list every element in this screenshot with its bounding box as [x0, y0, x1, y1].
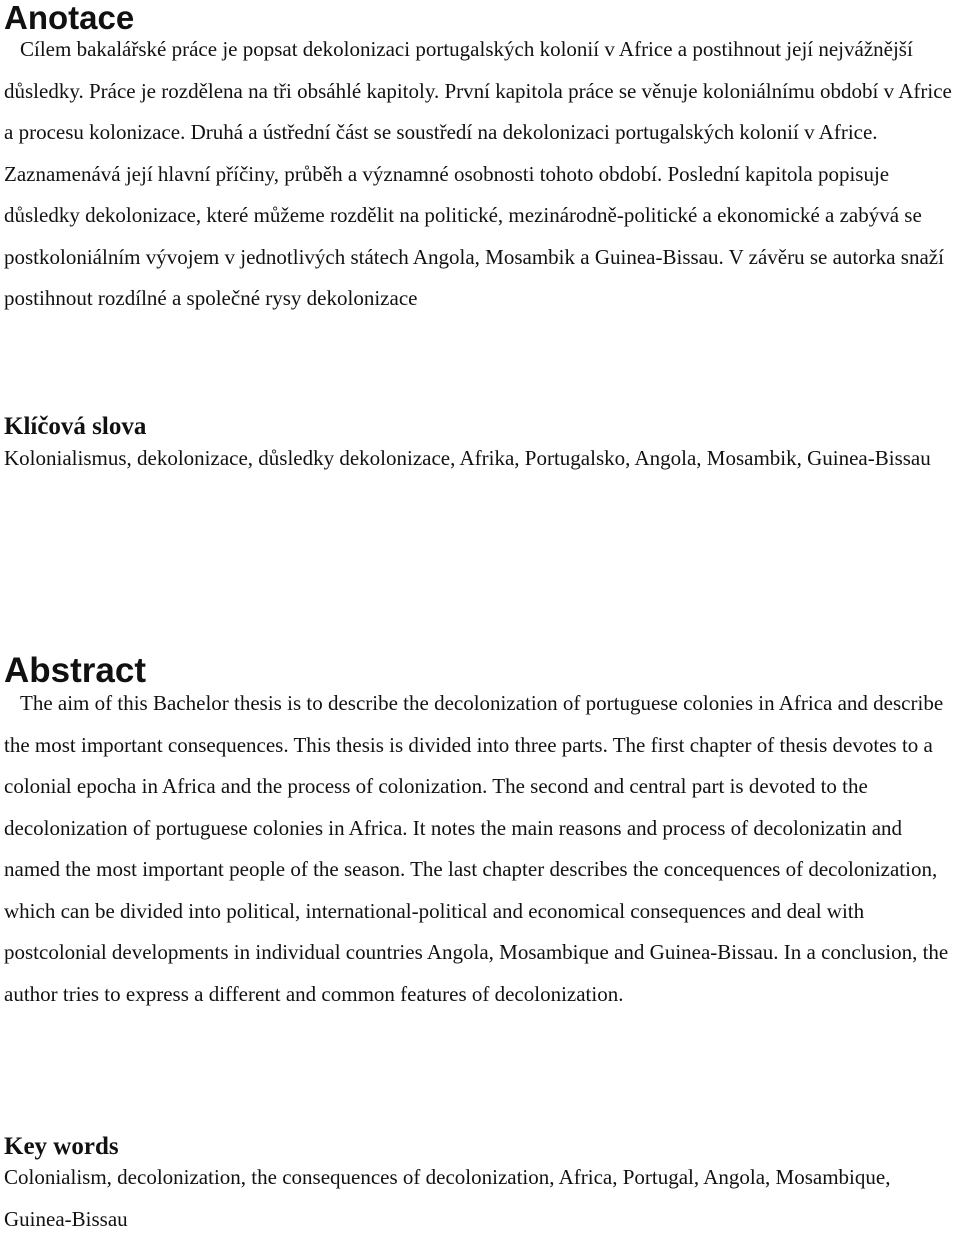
key-words-heading: Key words	[4, 1133, 119, 1160]
abstract-paragraph: The aim of this Bachelor thesis is to describe the decolonization of portuguese colonies in Africa and describe the most important consequences. This thesis is divided into three parts. The first chapter of thesis devotes to a colonial epocha in Africa and the process of colonization. The second and central part is devoted to the decolonization of portuguese colonies in Africa. It notes the main reasons and process of decolonizatin and named the most important people of the season. The last chapter describes the concequences of decolonization, which can be divided into political, international-political and economical consequences and deal with postcolonial developments in individual countries Angola, Mosambique and Guinea-Bissau. In a conclusion, the author tries to express a different and common features of decolonization.	[4, 691, 949, 1006]
anotace-paragraph: Cílem bakalářské práce je popsat dekolonizaci portugalských kolonií v Africe a postihnout její nejvážnější důsledky. Práce je rozdělena na tři obsáhlé kapitoly. První kapitola práce se věnuje koloniálnímu období v Africe a procesu kolonizace. Druhá a ústřední část se soustředí na dekolonizaci portugalských kolonií v Africe. Zaznamenává její hlavní příčiny, průběh a významné osobnosti tohoto období. Poslední kapitola popisuje důsledky dekolonizace, které můžeme rozdělit na politické, mezinárodně-politické a ekonomické a zabývá se postkoloniálním vývojem v jednotlivých státech Angola, Mosambik a Guinea-Bissau. V závěru se autorka snaží postihnout rozdílné a společné rysy dekolonizace	[4, 37, 952, 310]
anotace-heading: Anotace	[4, 0, 135, 36]
klicova-slova-text: Kolonialismus, dekolonizace, důsledky dekolonizace, Afrika, Portugalsko, Angola, Mosambik, Guinea-Bissau	[4, 446, 931, 470]
klicova-slova-heading: Klíčová slova	[4, 413, 147, 440]
abstract-heading: Abstract	[4, 651, 146, 690]
key-words-text: Colonialism, decolonization, the consequences of decolonization, Africa, Portugal, Angola, Mosambique, Guinea-Bissau	[4, 1165, 891, 1231]
